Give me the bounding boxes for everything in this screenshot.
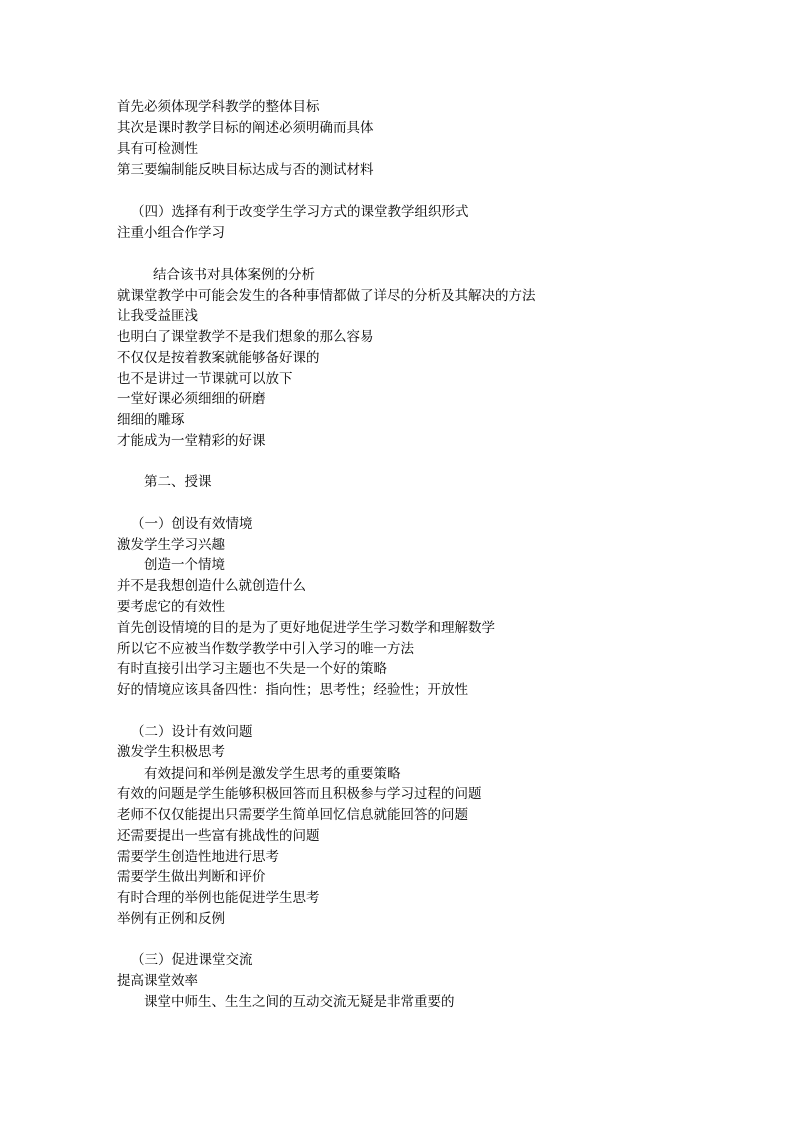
text-line: 需要学生创造性地进行思考 xyxy=(117,849,279,865)
text-line: 注重小组合作学习 xyxy=(117,225,225,241)
text-line: 有时直接引出学习主题也不失是一个好的策略 xyxy=(117,661,387,677)
section-heading: （三）促进课堂交流 xyxy=(131,952,253,968)
text-line: 具有可检测性 xyxy=(117,141,198,157)
text-line: 细细的雕琢 xyxy=(117,412,185,428)
text-line: 就课堂教学中可能会发生的各种事情都做了详尽的分析及其解决的方法 xyxy=(117,288,536,304)
text-line: 一堂好课必须细细的研磨 xyxy=(117,391,266,407)
text-line: 并不是我想创造什么就创造什么 xyxy=(117,578,306,594)
text-line: 老师不仅仅能提出只需要学生简单回忆信息就能回答的问题 xyxy=(117,807,468,823)
text-line: 其次是课时教学目标的阐述必须明确而具体 xyxy=(117,120,374,136)
text-line: 也明白了课堂教学不是我们想象的那么容易 xyxy=(117,329,374,345)
section-heading: （四）选择有利于改变学生学习方式的课堂教学组织形式 xyxy=(131,204,469,220)
text-line: 举例有正例和反例 xyxy=(117,911,225,927)
text-line: 有时合理的举例也能促进学生思考 xyxy=(117,890,320,906)
text-line: 首先创设情境的目的是为了更好地促进学生学习数学和理解数学 xyxy=(117,620,495,636)
text-line: 要考虑它的有效性 xyxy=(117,599,225,615)
section-heading: （二）设计有效问题 xyxy=(131,724,253,740)
text-line: 不仅仅是按着教案就能够备好课的 xyxy=(117,350,320,366)
text-line: 首先必须体现学科教学的整体目标 xyxy=(117,99,320,115)
text-line: 有效的问题是学生能够积极回答而且积极参与学习过程的问题 xyxy=(117,786,482,802)
text-line: 才能成为一堂精彩的好课 xyxy=(117,433,266,449)
text-line: 提高课堂效率 xyxy=(117,973,198,989)
paragraph-lead: 课堂中师生、生生之间的互动交流无疑是非常重要的 xyxy=(144,994,455,1010)
paragraph-lead: 有效提问和举例是激发学生思考的重要策略 xyxy=(144,766,401,782)
text-line: 需要学生做出判断和评价 xyxy=(117,869,266,885)
text-line: 激发学生积极思考 xyxy=(117,744,225,760)
text-line: 第三要编制能反映目标达成与否的测试材料 xyxy=(117,162,374,178)
section-heading: （一）创设有效情境 xyxy=(131,516,253,532)
paragraph-lead: 结合该书对具体案例的分析 xyxy=(153,267,315,283)
text-line: 激发学生学习兴趣 xyxy=(117,537,225,553)
paragraph-lead: 创造一个情境 xyxy=(144,557,225,573)
text-line: 还需要提出一些富有挑战性的问题 xyxy=(117,828,320,844)
text-line: 所以它不应被当作数学教学中引入学习的唯一方法 xyxy=(117,641,414,657)
text-line: 也不是讲过一节课就可以放下 xyxy=(117,371,293,387)
chapter-heading: 第二、授课 xyxy=(144,474,212,490)
text-line: 让我受益匪浅 xyxy=(117,308,198,324)
text-line: 好的情境应该具备四性：指向性；思考性；经验性；开放性 xyxy=(117,682,468,698)
